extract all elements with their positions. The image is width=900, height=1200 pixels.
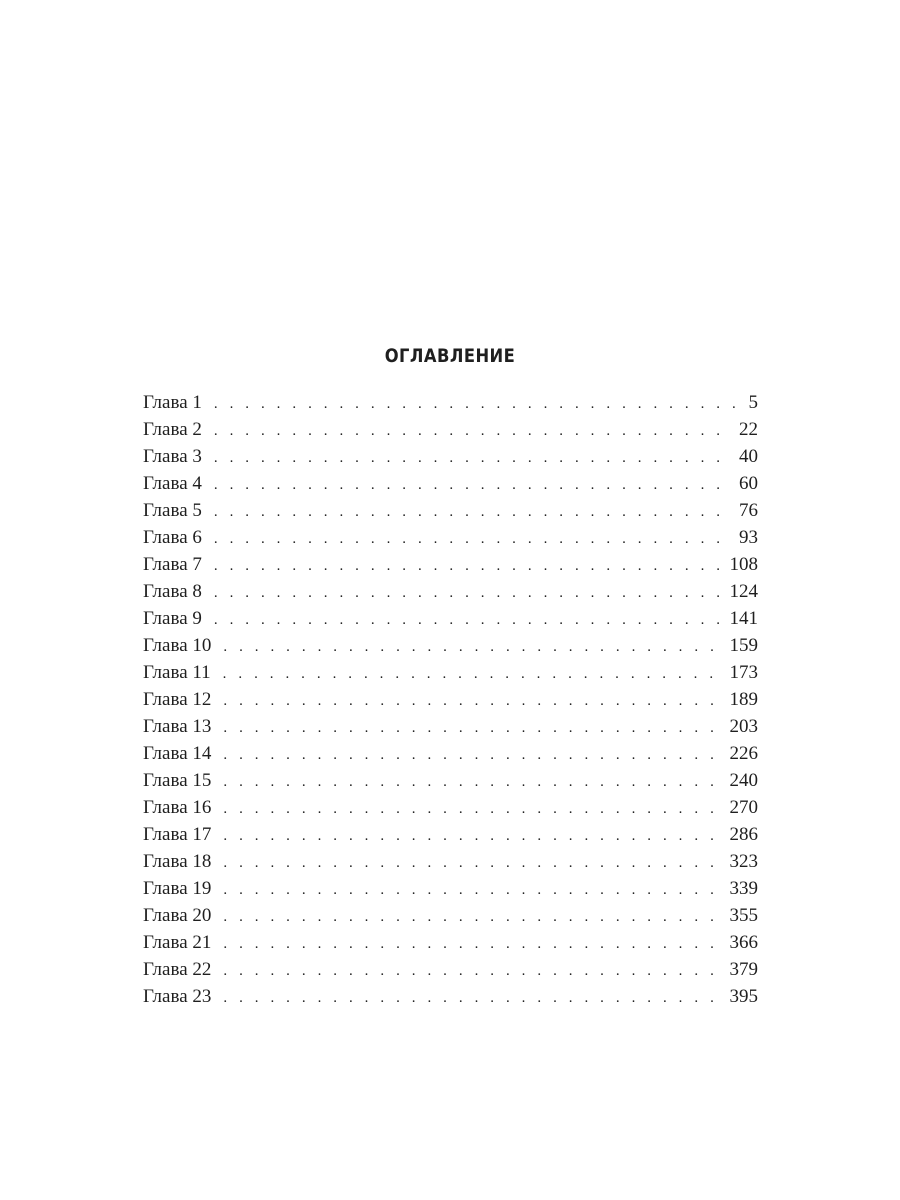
dot-leader [214, 418, 733, 445]
toc-entry-page: 366 [729, 932, 758, 953]
toc-entry[interactable] [143, 632, 758, 659]
toc-entry-label: Глава 15 [143, 770, 212, 791]
toc-entry-page: 159 [729, 635, 758, 656]
toc-entry-label: Глава 23 [143, 986, 212, 1007]
toc-entry[interactable] [143, 983, 758, 1010]
toc-entry-label: Глава 22 [143, 959, 212, 980]
dot-leader [223, 985, 723, 1012]
toc-entry-label: Глава 14 [143, 743, 212, 764]
dot-leader [223, 769, 723, 796]
toc-entry-page: 226 [729, 743, 758, 764]
toc-entry-label: Глава 10 [143, 635, 212, 656]
toc-entry[interactable] [143, 848, 758, 875]
toc-entry[interactable] [143, 956, 758, 983]
dot-leader [214, 445, 733, 472]
toc-entry-page: 355 [729, 905, 758, 926]
toc-entry[interactable] [143, 713, 758, 740]
toc-entry[interactable] [143, 686, 758, 713]
toc-heading: ОГЛАВЛЕНИЕ [384, 345, 516, 367]
toc-entry-page: 395 [729, 986, 758, 1007]
toc-entry[interactable] [143, 551, 758, 578]
dot-leader [223, 715, 723, 742]
toc-entry[interactable] [143, 524, 758, 551]
dot-leader [223, 796, 723, 823]
toc-entry[interactable] [143, 497, 758, 524]
toc-entry[interactable] [143, 902, 758, 929]
toc-entry[interactable] [143, 740, 758, 767]
toc-entry-label: Глава 19 [143, 878, 212, 899]
toc-entry[interactable] [143, 929, 758, 956]
toc-entry-page: 124 [729, 581, 758, 602]
dot-leader [214, 553, 724, 580]
toc-entry[interactable] [143, 416, 758, 443]
dot-leader [214, 526, 733, 553]
toc-list [143, 389, 758, 1010]
toc-entry-label: Глава 11 [143, 662, 211, 683]
toc-entry-label: Глава 12 [143, 689, 212, 710]
toc-entry[interactable] [143, 767, 758, 794]
toc-entry-label: Глава 4 [143, 473, 202, 494]
toc-entry-page: 286 [729, 824, 758, 845]
toc-entry-label: Глава 8 [143, 581, 202, 602]
toc-entry[interactable] [143, 605, 758, 632]
toc-entry-page: 22 [739, 419, 758, 440]
dot-leader [223, 958, 723, 985]
toc-entry[interactable] [143, 821, 758, 848]
toc-entry-label: Глава 6 [143, 527, 202, 548]
dot-leader [214, 472, 733, 499]
toc-entry-label: Глава 16 [143, 797, 212, 818]
toc-entry-page: 203 [729, 716, 758, 737]
toc-entry-page: 5 [748, 392, 758, 413]
toc-entry-page: 240 [729, 770, 758, 791]
dot-leader [214, 580, 724, 607]
toc-entry-page: 323 [729, 851, 758, 872]
dot-leader [223, 823, 723, 850]
toc-entry-page: 339 [729, 878, 758, 899]
toc-entry-page: 60 [739, 473, 758, 494]
dot-leader [223, 850, 723, 877]
toc-entry-page: 40 [739, 446, 758, 467]
dot-leader [223, 634, 723, 661]
toc-entry[interactable] [143, 794, 758, 821]
toc-entry[interactable] [143, 875, 758, 902]
toc-entry-label: Глава 7 [143, 554, 202, 575]
toc-entry-page: 189 [729, 689, 758, 710]
toc-entry-label: Глава 1 [143, 392, 202, 413]
dot-leader [223, 661, 724, 688]
dot-leader [214, 391, 743, 418]
toc-entry[interactable] [143, 578, 758, 605]
toc-entry[interactable] [143, 389, 758, 416]
toc-entry-page: 379 [729, 959, 758, 980]
dot-leader [214, 499, 733, 526]
dot-leader [223, 877, 723, 904]
toc-entry-label: Глава 3 [143, 446, 202, 467]
toc-entry[interactable] [143, 443, 758, 470]
toc-entry-page: 76 [739, 500, 758, 521]
toc-entry[interactable] [143, 470, 758, 497]
dot-leader [223, 742, 723, 769]
toc-entry-label: Глава 13 [143, 716, 212, 737]
dot-leader [223, 931, 723, 958]
dot-leader [223, 904, 723, 931]
toc-entry-label: Глава 17 [143, 824, 212, 845]
toc-entry-label: Глава 18 [143, 851, 212, 872]
toc-entry-label: Глава 9 [143, 608, 202, 629]
toc-entry-label: Глава 21 [143, 932, 212, 953]
toc-entry-page: 108 [729, 554, 758, 575]
toc-entry-page: 141 [729, 608, 758, 629]
toc-entry[interactable] [143, 659, 758, 686]
toc-entry-label: Глава 2 [143, 419, 202, 440]
toc-entry-page: 173 [729, 662, 758, 683]
toc-entry-label: Глава 5 [143, 500, 202, 521]
dot-leader [214, 607, 724, 634]
toc-entry-page: 93 [739, 527, 758, 548]
toc-entry-label: Глава 20 [143, 905, 212, 926]
toc-entry-page: 270 [729, 797, 758, 818]
dot-leader [223, 688, 723, 715]
